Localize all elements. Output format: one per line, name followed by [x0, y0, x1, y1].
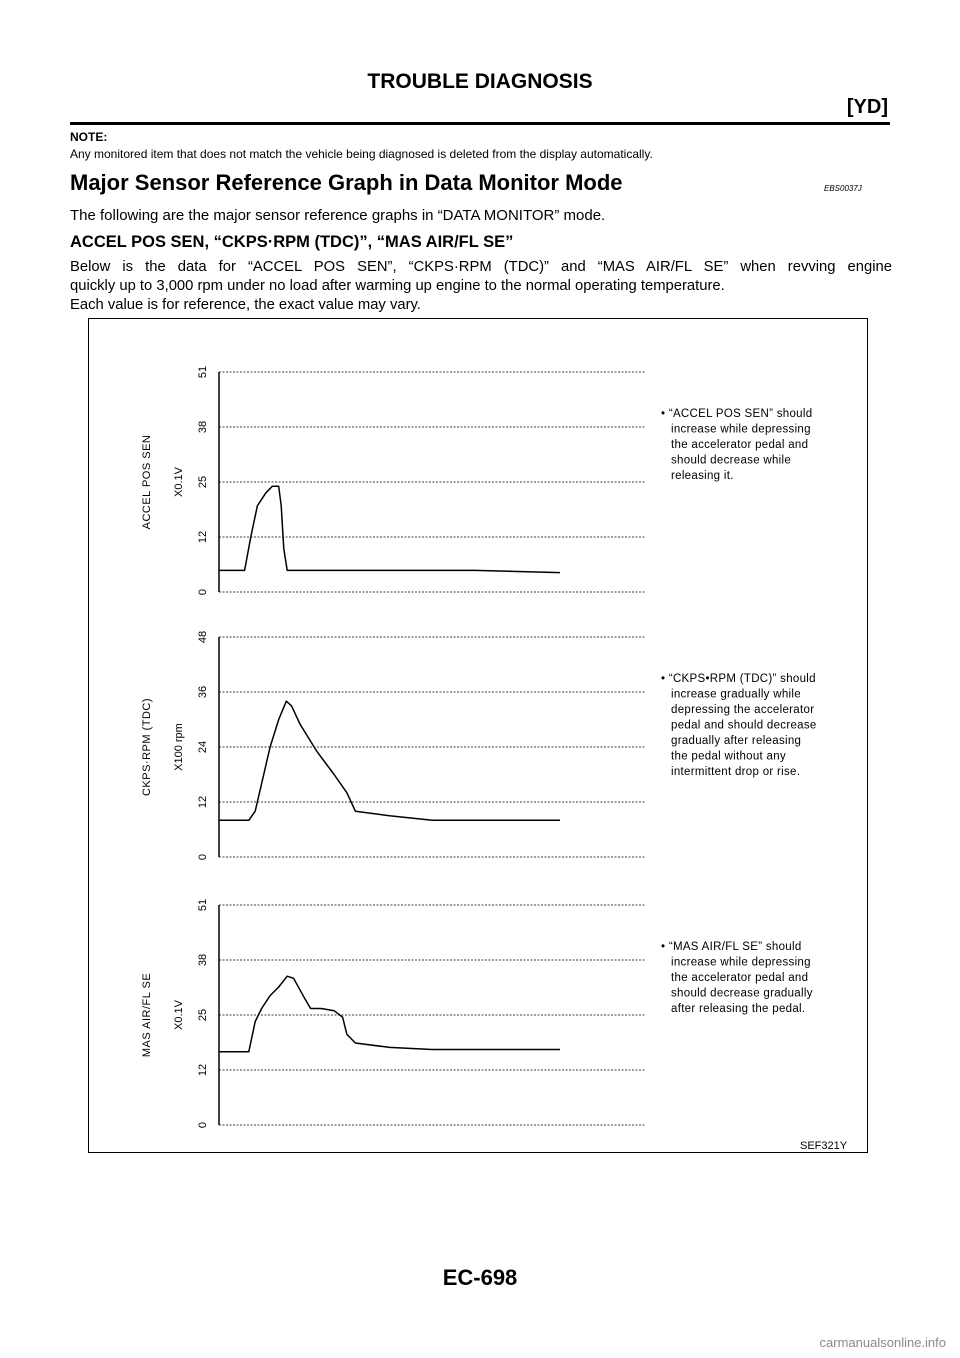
sensor-trace-line — [219, 701, 560, 820]
graph-note-line: the accelerator pedal and — [671, 972, 809, 984]
graph-note-line: pedal and should decrease — [671, 719, 817, 732]
sensor-trace-line — [219, 486, 560, 572]
graph-note-line: • “ACCEL POS SEN” should — [661, 408, 813, 420]
tick-label: 24 — [197, 740, 209, 754]
paragraph-line-2: quickly up to 3,000 rpm under no load after warming up engine to the normal operating temperature. — [70, 278, 725, 294]
graph-note-line: releasing it. — [671, 470, 734, 482]
graph-note-line: • “CKPS•RPM (TDC)” should — [661, 673, 816, 685]
tick-label: 36 — [197, 685, 209, 699]
page-header-title: TROUBLE DIAGNOSIS — [367, 70, 593, 93]
graph-note-line: increase gradually while — [671, 688, 801, 701]
tick-label: 48 — [197, 630, 209, 644]
intro-text: The following are the major sensor reference graphs in “DATA MONITOR” mode. — [70, 207, 606, 224]
section-title: Major Sensor Reference Graph in Data Monitor Mode — [70, 170, 623, 195]
paragraph-line-1: Below is the data for “ACCEL POS SEN”, “CKPS·RPM (TDC)” and “MAS AIR/FL SE” when revving engine — [70, 259, 892, 275]
graph-note-line: should decrease while — [671, 454, 792, 467]
tick-label: 51 — [197, 365, 209, 379]
graph-note-line: intermittent drop or rise. — [671, 766, 801, 778]
page-header-code: [YD] — [846, 96, 888, 118]
subsection-title: ACCEL POS SEN, “CKPS·RPM (TDC)”, “MAS AIR/FL SE” — [70, 233, 514, 251]
tick-label: 25 — [197, 1008, 209, 1022]
graph-note-line: increase while depressing — [671, 423, 811, 436]
watermark: carmanualsonline.info — [819, 1335, 946, 1350]
sensor-trace-line — [219, 976, 560, 1051]
section-code: EBS0037J — [824, 184, 862, 193]
graph-note-line: increase while depressing — [671, 956, 811, 969]
graph-note-line: gradually after releasing — [671, 735, 802, 747]
note-text: Any monitored item that does not match the vehicle being diagnosed is deleted from the display automatically. — [70, 147, 653, 161]
tick-label: 51 — [197, 898, 209, 912]
note-label: NOTE: — [70, 130, 108, 144]
graph-note-line: after releasing the pedal. — [671, 1003, 806, 1015]
unit-label: X0.1V — [173, 1000, 185, 1030]
graph-note-line: • “MAS AIR/FL SE” should — [661, 941, 802, 953]
tick-label: 38 — [197, 420, 209, 434]
sensor-name-label: CKPS·RPM (TDC) — [141, 697, 153, 797]
unit-label: X100 rpm — [173, 723, 185, 771]
unit-label: X0.1V — [173, 467, 185, 497]
figure-code: SEF321Y — [800, 1140, 848, 1152]
paragraph-line-3: Each value is for reference, the exact value may vary. — [70, 297, 421, 313]
tick-label: 0 — [197, 853, 209, 861]
tick-label: 12 — [197, 530, 209, 544]
sensor-name-label: MAS AIR/FL SE — [141, 972, 153, 1058]
page-number: EC-698 — [442, 1265, 518, 1290]
tick-label: 0 — [197, 588, 209, 596]
tick-label: 38 — [197, 953, 209, 967]
graph-note-line: the pedal without any — [671, 750, 786, 763]
graph-note-line: the accelerator pedal and — [671, 439, 809, 451]
tick-label: 12 — [197, 1063, 209, 1077]
sensor-name-label: ACCEL POS SEN — [141, 434, 153, 530]
graph-note-line: should decrease gradually — [671, 987, 813, 1000]
tick-label: 12 — [197, 795, 209, 809]
tick-label: 25 — [197, 475, 209, 489]
tick-label: 0 — [197, 1121, 209, 1129]
graph-note-line: depressing the accelerator — [671, 704, 815, 716]
